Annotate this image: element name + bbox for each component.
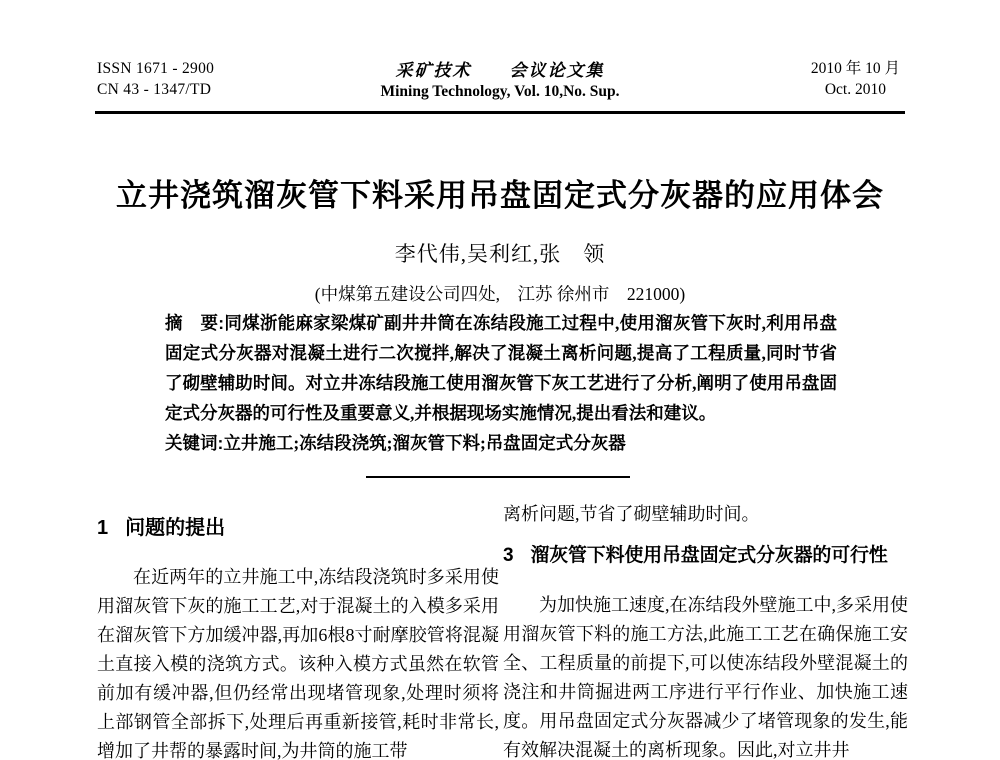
section-number: 1	[97, 517, 109, 539]
keywords-label: 关键词:	[165, 433, 224, 453]
header-rule	[95, 111, 905, 114]
section-heading-text: 溜灰管下料使用吊盘固定式分灰器的可行性	[530, 545, 888, 566]
abstract-text: 同煤浙能麻家梁煤矿副井井筒在冻结段施工过程中,使用溜灰管下灰时,利用吊盘固定式分灰器对混凝土进行二次搅拌,解决了混凝土离析问题,提高了工程质量,同时节省了砌壁辅助时间。对立井冻结段施工使用溜灰管下灰工艺进行了分析,阐明了使用吊盘固定式分灰器的可行性及重要意义,并根据现场实施情况,提出看法和建议。	[165, 313, 837, 423]
keywords-text: 立井施工;冻结段浇筑;溜灰管下料;吊盘固定式分灰器	[223, 433, 626, 453]
issue-date-english: Oct. 2010	[824, 81, 886, 98]
section-number: 3	[503, 545, 514, 566]
journal-title-chinese: 采矿技术 会议论文集	[395, 61, 605, 80]
section-heading-text: 问题的提出	[125, 517, 226, 539]
abstract-divider-rule	[366, 476, 630, 478]
issue-date-chinese: 2010 年 10 月	[810, 60, 900, 77]
abstract-paragraph	[165, 308, 837, 428]
section-1-paragraph: 在近两年的立井施工中,冻结段浇筑时多采用使用溜灰管下灰的施工工艺,对于混凝土的入模多采用在溜灰管下方加缓冲器,再加6根8寸耐摩胶管将混凝土直接入模的浇筑方式。该种入模方式虽然在软管前加有缓冲器,但仍经常出现堵管现象,处理时须将上部钢管全部拆下,处理后再重新接管,耗时非常长,增加了井帮的暴露时间,为井筒的施工带	[97, 567, 499, 760]
section-heading-3	[503, 544, 908, 568]
abstract-label: 摘 要:	[165, 313, 225, 333]
author-names: 李代伟,吴利红,张 领	[394, 242, 606, 266]
journal-title-english: Mining Technology, Vol. 10,No. Sup.	[380, 83, 620, 100]
body-column-left	[97, 516, 499, 760]
header-date-block	[811, 58, 900, 100]
paper-title: 立井浇筑溜灰管下料采用吊盘固定式分灰器的应用体会	[116, 178, 884, 213]
section-heading-1	[97, 516, 499, 540]
carryover-line: 离析问题,节省了砌壁辅助时间。	[503, 504, 760, 524]
issn-number: ISSN 1671 - 2900	[97, 60, 215, 77]
keywords-line	[165, 428, 837, 458]
author-affiliation: (中煤第五建设公司四处, 江苏 徐州市 221000)	[314, 284, 686, 304]
cn-number: CN 43 - 1347/TD	[97, 81, 212, 98]
body-column-right	[503, 500, 908, 760]
section-3-paragraph: 为加快施工速度,在冻结段外壁施工中,多采用使用溜灰管下料的施工方法,此施工工艺在确保施工安全、工程质量的前提下,可以使冻结段外壁混凝土的浇注和井筒掘进两工序进行平行作业、加快施工速度。用吊盘固定式分灰器减少了堵管现象的发生,能有效解决混凝土的离析现象。因此,对立井井	[503, 595, 908, 760]
abstract-block	[165, 308, 837, 458]
